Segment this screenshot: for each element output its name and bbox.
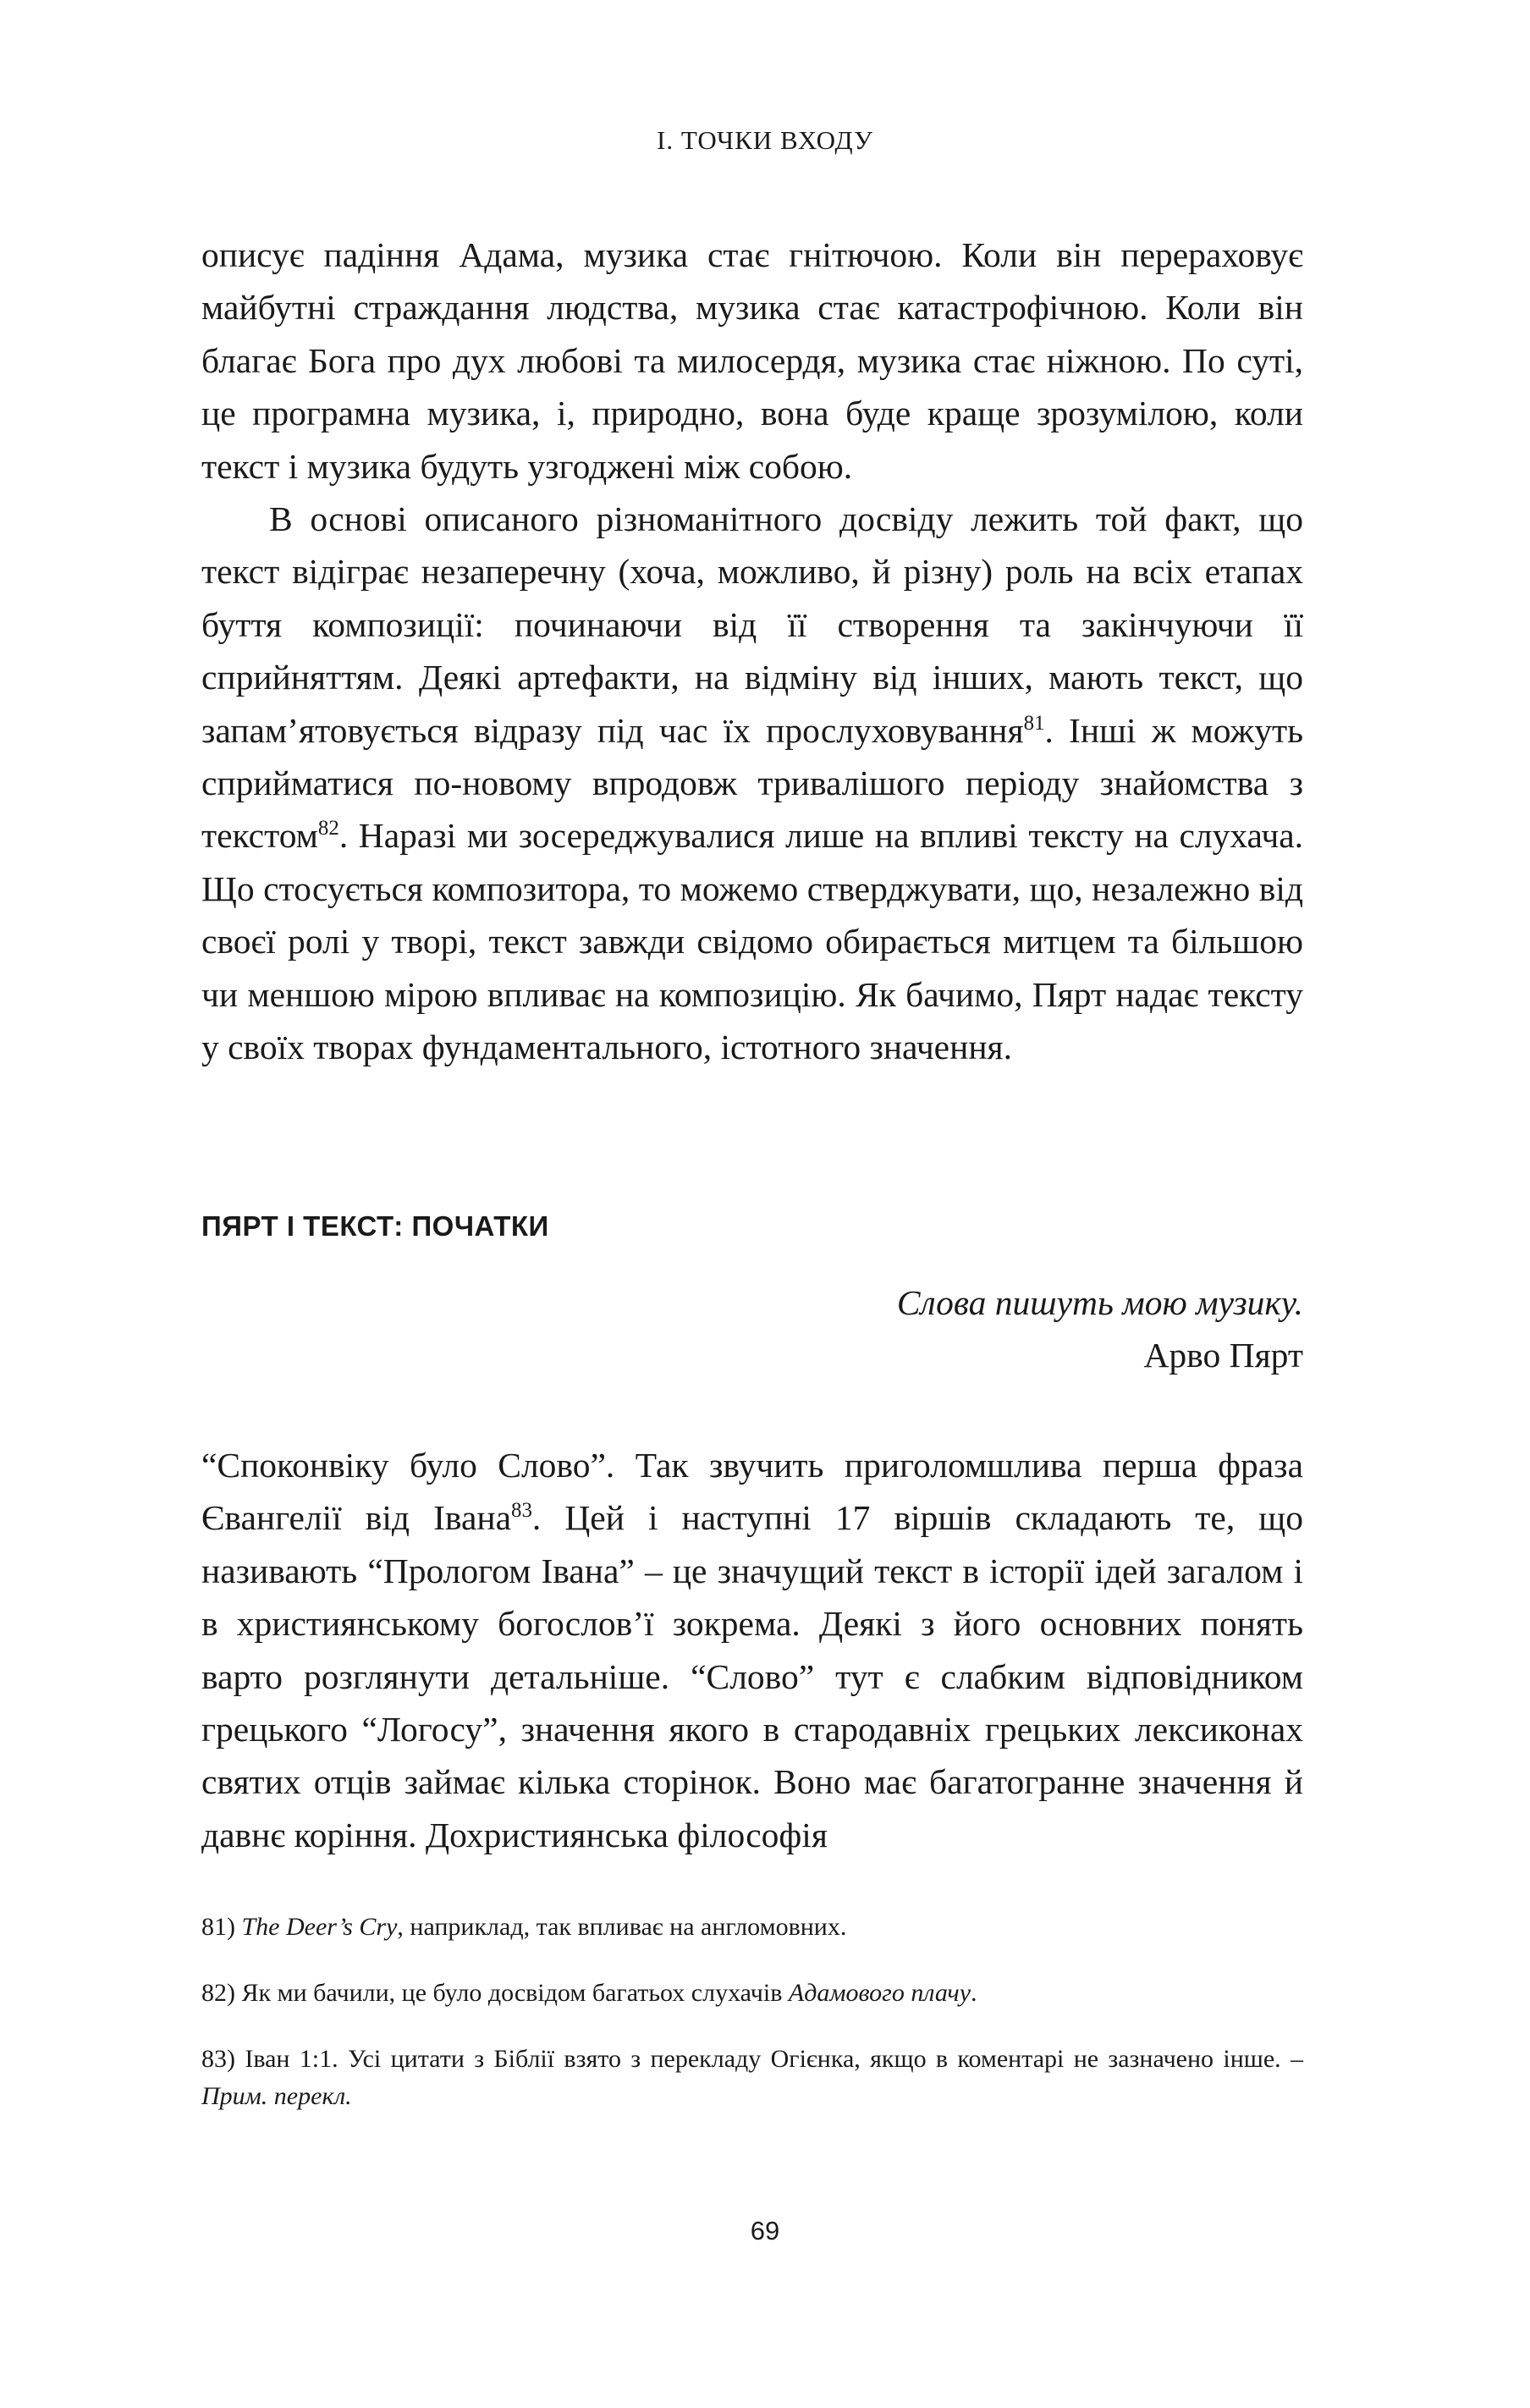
paragraph-3	[201, 1439, 1303, 1861]
footnote-82-title: Адамового плачу	[788, 1979, 971, 2007]
paragraph-2-part-a: В основі описаного різноманітного досвіду лежить той факт, що текст відіграє незаперечну (хоча, можливо, й різну) роль на всіх етапах буття композиції: починаючи від її створення та закінчуючи її сприйняттям. Деякі артефакти, на відміну від інших, мають текст, що запам’ятовується відразу під час їх прослуховування	[201, 499, 1303, 750]
footnote-83	[201, 2041, 1303, 2115]
footnote-83-text: Іван 1:1. Усі цитати з Біблії взято з перекладу Огієнка, якщо в коментарі не зазначено інше. –	[245, 2045, 1304, 2073]
paragraph-3-part-b: . Цей і наступні 17 віршів складають те, що називають “Прологом Івана” – це значущий текст в історії ідей загалом і в християнському богослов’ї зокрема. Деякі з його основних понять варто розглянути детальніше. “Слово” тут є слабким відповідником грецького “Логосу”, значення якого в стародавніх грецьких лексиконах святих отців займає кілька сторінок. Воно має багатогранне значення й давнє коріння. Дохристиянська філософія	[201, 1498, 1303, 1854]
paragraph-2-part-c: . Наразі ми зосереджувалися лише на впливі тексту на слухача. Що стосується композитора, то можемо стверджувати, що, незалежно від своєї ролі у творі, текст завжди свідомо обирається митцем та більшою чи меншою мірою впливає на композицію. Як бачимо, Пярт надає тексту у своїх творах фундаментального, істотного значення.	[201, 816, 1303, 1067]
paragraph-2	[201, 493, 1303, 1073]
footnote-81-number: 81)	[201, 1913, 235, 1941]
footnote-83-note: Прим. перекл.	[201, 2082, 352, 2110]
body-text-top	[201, 229, 1303, 1074]
footnote-81-text: , наприклад, так впливає на англомовних.	[397, 1913, 847, 1941]
footnote-ref-82[interactable]: 82	[317, 817, 339, 840]
paragraph-3-part-a: “Споконвіку було Слово”. Так звучить приголомшлива перша фраза Євангелії від Івана	[201, 1446, 1303, 1538]
footnote-ref-83[interactable]: 83	[511, 1499, 532, 1523]
footnote-82-end: .	[971, 1979, 977, 2007]
footnotes	[201, 1909, 1303, 2115]
footnote-ref-81[interactable]: 81	[1023, 711, 1045, 735]
page-number: 69	[750, 2216, 780, 2245]
running-head: I. ТОЧКИ ВХОДУ	[657, 125, 873, 155]
footnote-82-number: 82)	[201, 1979, 235, 2007]
paragraph-1: описує падіння Адама, музика стає гнітючою. Коли він перераховує майбутні страждання людства, музика стає катастрофічною. Коли він благає Бога про дух любові та милосердя, музика стає ніжною. По суті, це програмна музика, і, природно, вона буде краще зрозумілою, коли текст і музика будуть узгоджені між собою.	[201, 235, 1303, 486]
paragraph-2-part-b: . Інші ж можуть сприйматися по-новому впродовж тривалішого періоду знайомства з текстом	[201, 710, 1304, 856]
footnote-83-number: 83)	[201, 2045, 235, 2073]
body-text-bottom	[201, 1439, 1303, 1861]
section-heading: ПЯРТ І ТЕКСТ: ПОЧАТКИ	[201, 1210, 549, 1242]
footnote-81-title: The Deer’s Cry	[241, 1913, 398, 1941]
epigraph	[897, 1276, 1303, 1381]
epigraph-author: Арво Пярт	[1143, 1336, 1303, 1375]
footnote-82	[201, 1975, 1303, 2012]
footnote-82-text: Як ми бачили, це було досвідом багатьох слухачів	[241, 1979, 783, 2007]
footnote-81	[201, 1909, 1303, 1946]
epigraph-quote: Слова пишуть мою музику.	[896, 1283, 1303, 1322]
